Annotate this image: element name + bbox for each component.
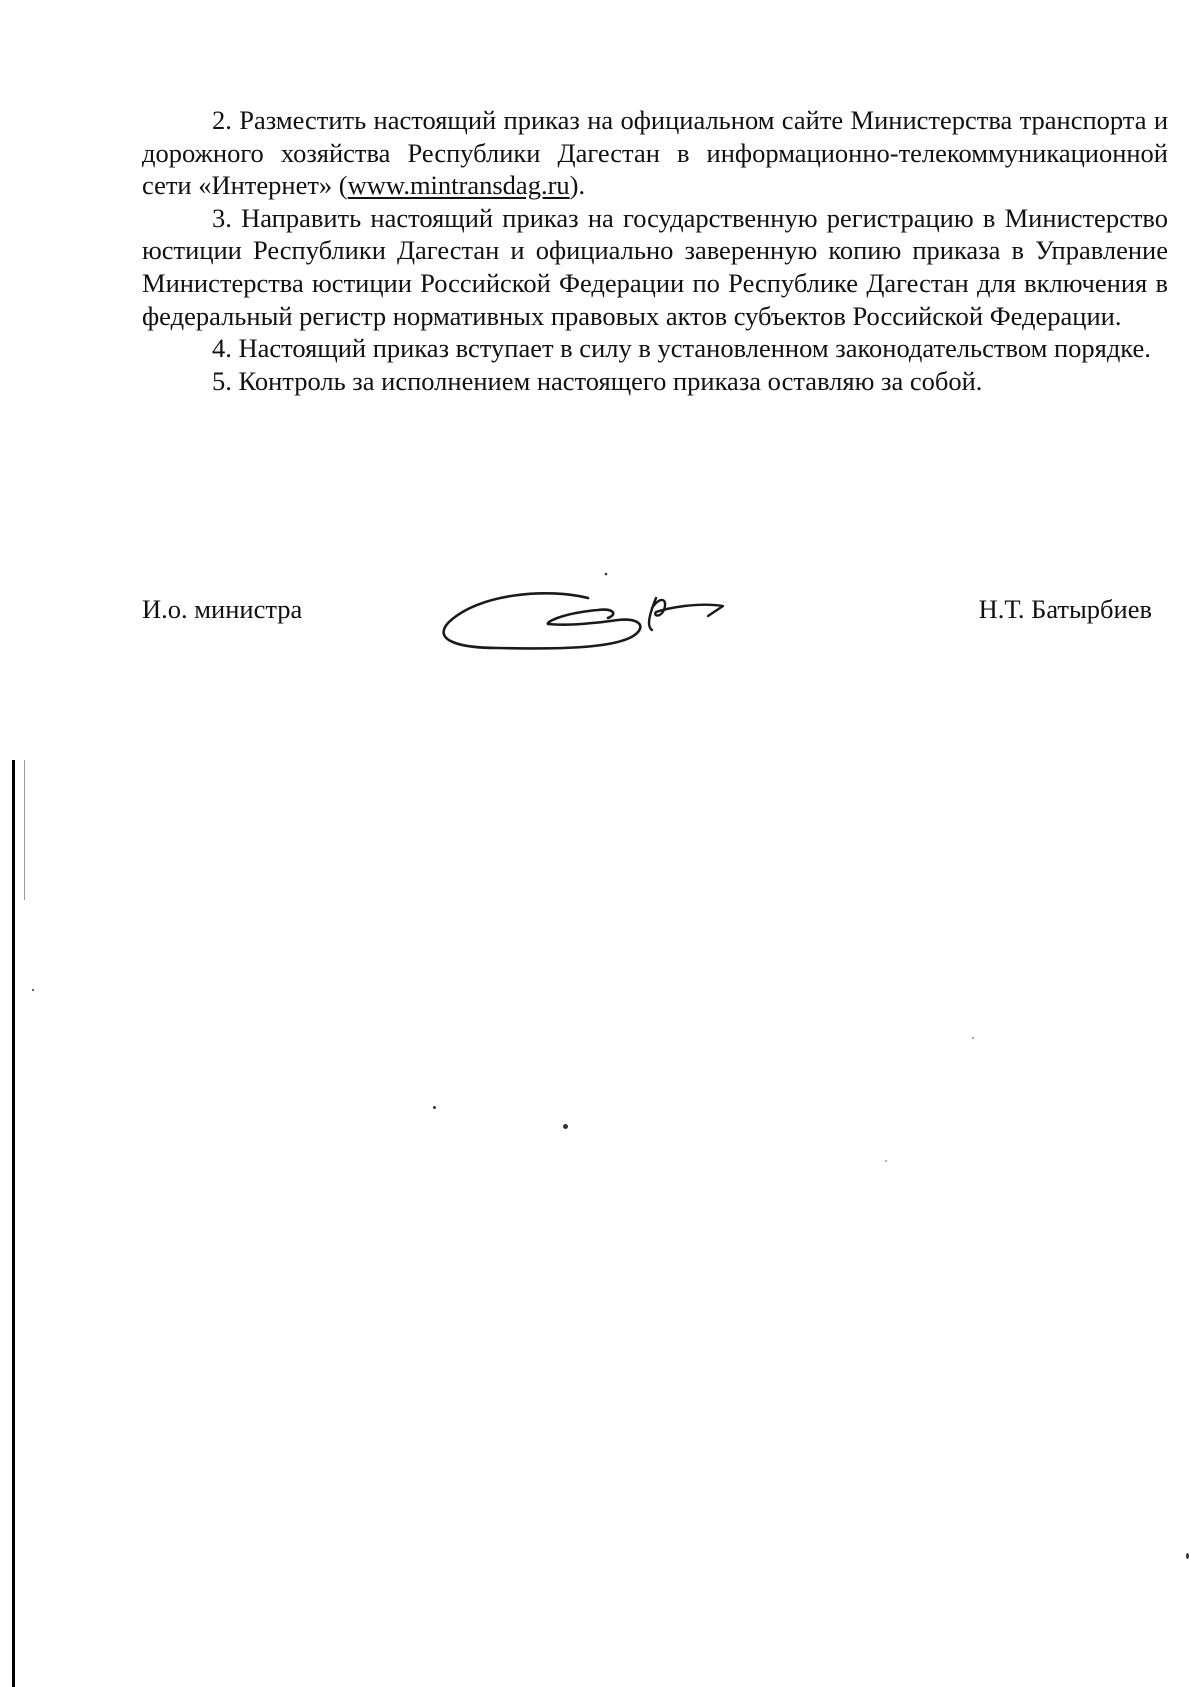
paragraph-3: 3. Направить настоящий приказ на государственную регистрацию в Министерство юстиции Республики Дагестан и официально заверенную копию приказа в Управление Министерства юстиции Российской Федерации по Республике Дагестан для включения в федеральный регистр нормативных правовых актов субъектов Российской Федерации. bbox=[142, 202, 1168, 331]
scan-speck bbox=[433, 1106, 436, 1109]
paragraph-2-tail: ). bbox=[569, 170, 586, 201]
signatory-name: Н.Т. Батырбиев bbox=[978, 594, 1152, 624]
paragraph-4: 4. Настоящий приказ вступает в силу в установленном законодательством порядке. bbox=[212, 333, 1151, 364]
scan-speck bbox=[885, 1160, 887, 1162]
signatory-position: И.о. министра bbox=[142, 594, 303, 624]
scan-speck bbox=[563, 1124, 568, 1129]
scan-speck bbox=[1186, 1553, 1189, 1559]
scan-speck bbox=[972, 1037, 974, 1039]
order-body bbox=[142, 104, 1168, 397]
website-link[interactable]: www.mintransdag.ru bbox=[347, 170, 570, 201]
scan-edge-line bbox=[12, 760, 15, 1687]
paragraph-5: 5. Контроль за исполнением настоящего приказа оставляю за собой. bbox=[212, 365, 983, 396]
paragraph-2 bbox=[142, 104, 1168, 202]
paragraph-2-text: 2. Разместить настоящий приказ на официальном сайте Министерства транспорта и дорожного хозяйства Республики Дагестан в информационно-телекоммуникационной сети «Интернет» ( bbox=[142, 105, 1168, 201]
handwritten-signature-icon bbox=[438, 568, 768, 668]
scan-speck bbox=[32, 989, 34, 991]
scan-edge-line-faint bbox=[24, 760, 25, 900]
